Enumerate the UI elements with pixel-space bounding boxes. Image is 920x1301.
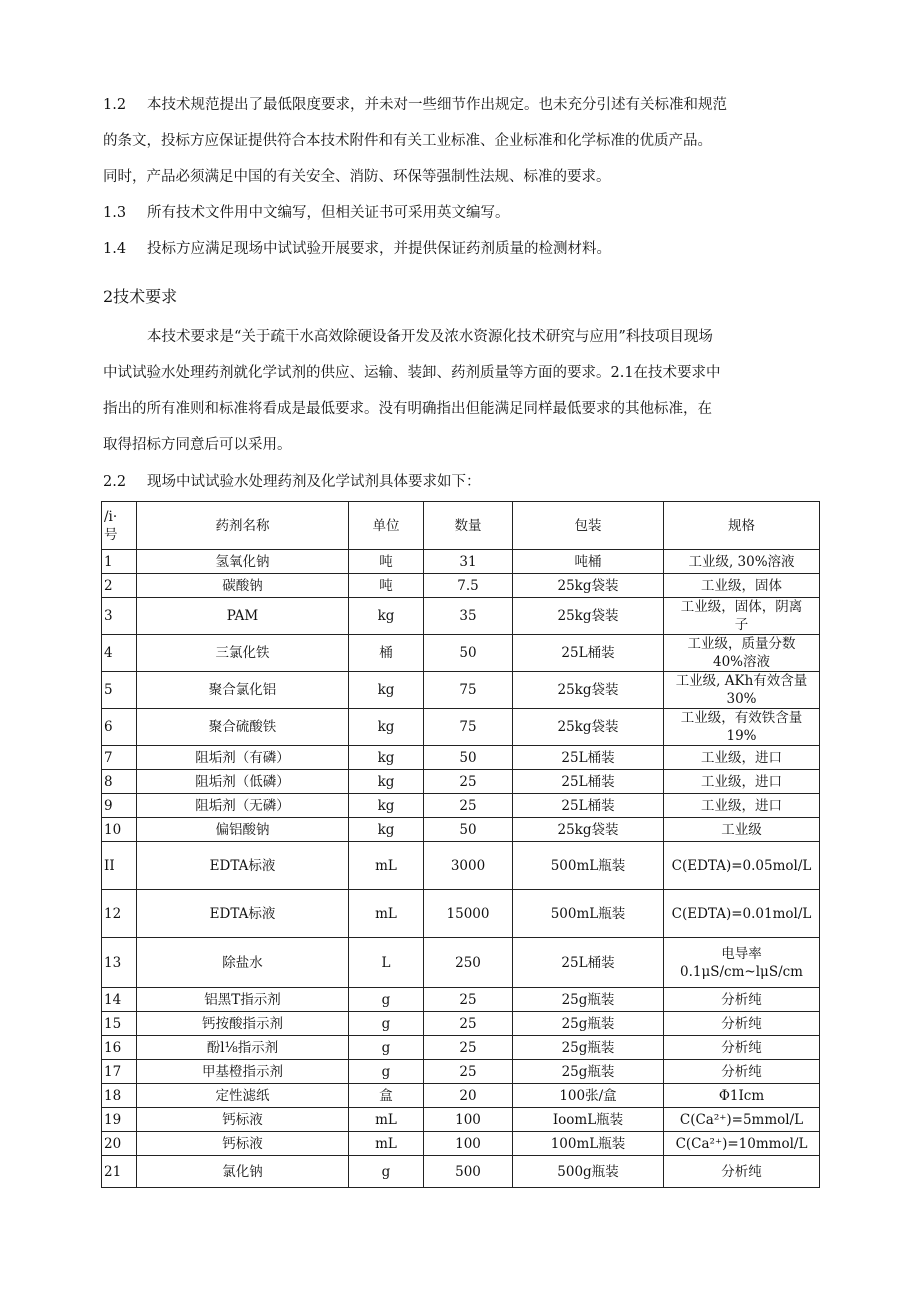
table-cell: PAM bbox=[137, 598, 349, 635]
table-cell: g bbox=[349, 1012, 424, 1036]
table-cell: 25 bbox=[424, 1036, 513, 1060]
table-cell: 3 bbox=[102, 598, 137, 635]
table-cell: 75 bbox=[424, 672, 513, 709]
table-cell: 2 bbox=[102, 574, 137, 598]
table-cell: 20 bbox=[424, 1084, 513, 1108]
table-cell: 100张/盒 bbox=[513, 1084, 664, 1108]
table-cell: C(EDTA)=0.05mol/L bbox=[664, 842, 820, 890]
reagent-requirements-table bbox=[101, 501, 820, 1188]
table-header-cell: 数量 bbox=[424, 502, 513, 550]
table-cell: 8 bbox=[102, 770, 137, 794]
table-cell: kg bbox=[349, 672, 424, 709]
table-cell: 阻垢剂（低磷） bbox=[137, 770, 349, 794]
table-cell: 7.5 bbox=[424, 574, 513, 598]
table-cell: 21 bbox=[102, 1156, 137, 1188]
table-cell: 甲基橙指示剂 bbox=[137, 1060, 349, 1084]
table-cell: kg bbox=[349, 746, 424, 770]
table-cell: 19 bbox=[102, 1108, 137, 1132]
paragraph-text: 本技术规范提出了最低限度要求，并未对一些细节作出规定。也未充分引述有关标准和规范 bbox=[147, 97, 727, 113]
table-cell: 25kg袋装 bbox=[513, 818, 664, 842]
table-cell: 14 bbox=[102, 988, 137, 1012]
table-cell: 氯化钠 bbox=[137, 1156, 349, 1188]
table-cell: 25g瓶装 bbox=[513, 1036, 664, 1060]
table-cell: 16 bbox=[102, 1036, 137, 1060]
table-header-cell: 单位 bbox=[349, 502, 424, 550]
table-cell: 聚合硫酸铁 bbox=[137, 709, 349, 746]
table-cell: 25L桶装 bbox=[513, 635, 664, 672]
table-cell: mL bbox=[349, 1108, 424, 1132]
table-cell: 25L桶装 bbox=[513, 746, 664, 770]
paragraph-2-line-2: 中试试验水处理药剂就化学试剂的供应、运输、装卸、药剂质量等方面的要求。2.1在技术要求中 bbox=[103, 365, 721, 381]
table-cell: 三氯化铁 bbox=[137, 635, 349, 672]
paragraph-1-2-line-1 bbox=[103, 93, 820, 117]
table-cell: 100mL瓶装 bbox=[513, 1132, 664, 1156]
table-cell: 10 bbox=[102, 818, 137, 842]
paragraph-1-2-line-3: 同时，产品必须满足中国的有关安全、消防、环保等强制性法规、标准的要求。 bbox=[103, 169, 611, 185]
table-cell: 31 bbox=[424, 550, 513, 574]
table-cell: 25L桶装 bbox=[513, 794, 664, 818]
table-cell: 阻垢剂（无磷） bbox=[137, 794, 349, 818]
section-number: 1.3 bbox=[103, 205, 127, 221]
table-cell: 分析纯 bbox=[664, 1060, 820, 1084]
table-cell: 50 bbox=[424, 818, 513, 842]
table-cell: 工业级 bbox=[664, 818, 820, 842]
table-header-cell: 药剂名称 bbox=[137, 502, 349, 550]
table-row bbox=[102, 770, 820, 794]
section-number: 1.2 bbox=[103, 97, 127, 113]
table-cell: 25kg袋装 bbox=[513, 672, 664, 709]
table-row bbox=[102, 672, 820, 709]
table-cell: g bbox=[349, 988, 424, 1012]
table-row bbox=[102, 1084, 820, 1108]
table-cell: 吨 bbox=[349, 574, 424, 598]
table-cell: 25kg袋装 bbox=[513, 709, 664, 746]
table-cell: 钙按酸指示剂 bbox=[137, 1012, 349, 1036]
table-cell: 25g瓶装 bbox=[513, 1060, 664, 1084]
table-row bbox=[102, 818, 820, 842]
table-header-cell: 包装 bbox=[513, 502, 664, 550]
table-row bbox=[102, 890, 820, 938]
table-row bbox=[102, 635, 820, 672]
table-cell: 工业级，进口 bbox=[664, 770, 820, 794]
table-cell: 25 bbox=[424, 1012, 513, 1036]
table-cell: L bbox=[349, 938, 424, 988]
table-cell: 9 bbox=[102, 794, 137, 818]
section-heading: 2技术要求 bbox=[103, 287, 178, 306]
table-cell: 氢氧化钠 bbox=[137, 550, 349, 574]
table-header-row bbox=[102, 502, 820, 550]
table-cell: 钙标液 bbox=[137, 1132, 349, 1156]
table-cell: 100 bbox=[424, 1108, 513, 1132]
table-cell: 定性滤纸 bbox=[137, 1084, 349, 1108]
table-row bbox=[102, 550, 820, 574]
paragraph-text: 投标方应满足现场中试试验开展要求，并提供保证药剂质量的检测材料。 bbox=[147, 241, 611, 257]
table-cell: 分析纯 bbox=[664, 1156, 820, 1188]
table-cell: 25L桶装 bbox=[513, 770, 664, 794]
table-cell: 聚合氯化铝 bbox=[137, 672, 349, 709]
table-cell: 25kg袋装 bbox=[513, 598, 664, 635]
table-cell: EDTA标液 bbox=[137, 842, 349, 890]
table-cell: kg bbox=[349, 709, 424, 746]
table-cell: 工业级，进口 bbox=[664, 746, 820, 770]
table-cell: 20 bbox=[102, 1132, 137, 1156]
table-cell: 6 bbox=[102, 709, 137, 746]
table-cell: 分析纯 bbox=[664, 1036, 820, 1060]
table-cell: 碳酸钠 bbox=[137, 574, 349, 598]
table-row bbox=[102, 1012, 820, 1036]
table-cell: 7 bbox=[102, 746, 137, 770]
table-cell: 分析纯 bbox=[664, 988, 820, 1012]
table-cell: 工业级，固体，阴离 子 bbox=[664, 598, 820, 635]
table-cell: 工业级，有效铁含量 19% bbox=[664, 709, 820, 746]
table-row bbox=[102, 842, 820, 890]
table-row bbox=[102, 1036, 820, 1060]
table-cell: 25g瓶装 bbox=[513, 1012, 664, 1036]
table-cell: C(EDTA)=0.01mol/L bbox=[664, 890, 820, 938]
table-cell: 25L桶装 bbox=[513, 938, 664, 988]
table-cell: 75 bbox=[424, 709, 513, 746]
table-cell: 15 bbox=[102, 1012, 137, 1036]
table-cell: 500mL瓶装 bbox=[513, 842, 664, 890]
table-cell: 吨桶 bbox=[513, 550, 664, 574]
table-row bbox=[102, 938, 820, 988]
table-cell: 13 bbox=[102, 938, 137, 988]
table-cell: g bbox=[349, 1156, 424, 1188]
table-cell: 盒 bbox=[349, 1084, 424, 1108]
paragraph-text: 所有技术文件用中文编写，但相关证书可采用英文编写。 bbox=[147, 205, 510, 221]
table-cell: 50 bbox=[424, 635, 513, 672]
paragraph-2-line-4: 取得招标方同意后可以采用。 bbox=[103, 437, 292, 453]
table-cell: 250 bbox=[424, 938, 513, 988]
table-cell: II bbox=[102, 842, 137, 890]
table-cell: mL bbox=[349, 842, 424, 890]
table-cell: 钙标液 bbox=[137, 1108, 349, 1132]
table-cell: 3000 bbox=[424, 842, 513, 890]
table-cell: 25kg袋装 bbox=[513, 574, 664, 598]
paragraph-2-line-3: 指出的所有准则和标准将看成是最低要求。没有明确指出但能满足同样最低要求的其他标准，在 bbox=[103, 401, 712, 417]
table-cell: mL bbox=[349, 890, 424, 938]
table-cell: 酚l⅛指示剂 bbox=[137, 1036, 349, 1060]
table-cell: 25g瓶装 bbox=[513, 988, 664, 1012]
table-cell: 阻垢剂（有磷） bbox=[137, 746, 349, 770]
table-cell: C(Ca²⁺)=5mmol/L bbox=[664, 1108, 820, 1132]
table-row bbox=[102, 574, 820, 598]
table-cell: EDTA标液 bbox=[137, 890, 349, 938]
paragraph-1-3 bbox=[103, 201, 820, 225]
table-row bbox=[102, 1132, 820, 1156]
table-cell: 25 bbox=[424, 1060, 513, 1084]
paragraph-2-line-1: 本技术要求是“关于疏干水高效除硬设备开发及浓水资源化技术研究与应用”科技项目现场 bbox=[147, 329, 713, 345]
table-cell: 35 bbox=[424, 598, 513, 635]
table-cell: kg bbox=[349, 598, 424, 635]
table-cell: 桶 bbox=[349, 635, 424, 672]
table-cell: kg bbox=[349, 770, 424, 794]
table-cell: 25 bbox=[424, 770, 513, 794]
table-cell: 偏铝酸钠 bbox=[137, 818, 349, 842]
table-cell: mL bbox=[349, 1132, 424, 1156]
table-cell: kg bbox=[349, 818, 424, 842]
table-cell: 工业级，质量分数 40%溶液 bbox=[664, 635, 820, 672]
table-cell: 5 bbox=[102, 672, 137, 709]
table-row bbox=[102, 988, 820, 1012]
table-cell: 25 bbox=[424, 988, 513, 1012]
table-row bbox=[102, 709, 820, 746]
table-row bbox=[102, 598, 820, 635]
paragraph-1-2-line-2: 的条文，投标方应保证提供符合本技术附件和有关工业标准、企业标准和化学标准的优质产品。 bbox=[103, 133, 712, 149]
table-header-cell: 规格 bbox=[664, 502, 820, 550]
table-row bbox=[102, 1156, 820, 1188]
table-cell: Φ1Icm bbox=[664, 1084, 820, 1108]
table-row bbox=[102, 1060, 820, 1084]
table-cell: 500 bbox=[424, 1156, 513, 1188]
table-cell: 工业级，进口 bbox=[664, 794, 820, 818]
table-cell: 铝黑T指示剂 bbox=[137, 988, 349, 1012]
table-cell: 除盐水 bbox=[137, 938, 349, 988]
paragraph-1-4 bbox=[103, 237, 820, 261]
table-cell: C(Ca²⁺)=10mmol/L bbox=[664, 1132, 820, 1156]
table-cell: 50 bbox=[424, 746, 513, 770]
table-row bbox=[102, 746, 820, 770]
table-header-cell: /i· 号 bbox=[102, 502, 137, 550]
table-cell: g bbox=[349, 1060, 424, 1084]
table-cell: 100 bbox=[424, 1132, 513, 1156]
table-row bbox=[102, 1108, 820, 1132]
paragraph-text: 现场中试试验水处理药剂及化学试剂具体要求如下： bbox=[147, 474, 481, 490]
table-cell: 吨 bbox=[349, 550, 424, 574]
table-cell: 4 bbox=[102, 635, 137, 672]
table-cell: 工业级，固体 bbox=[664, 574, 820, 598]
table-cell: 1 bbox=[102, 550, 137, 574]
table-cell: 工业级, AKh有效含量 30% bbox=[664, 672, 820, 709]
table-cell: 工业级, 30%溶液 bbox=[664, 550, 820, 574]
table-cell: IoomL瓶装 bbox=[513, 1108, 664, 1132]
paragraph-2-2 bbox=[103, 470, 820, 494]
table-cell: g bbox=[349, 1036, 424, 1060]
section-number: 2.2 bbox=[103, 474, 127, 490]
table-row bbox=[102, 794, 820, 818]
table-cell: 分析纯 bbox=[664, 1012, 820, 1036]
table-cell: 17 bbox=[102, 1060, 137, 1084]
table-cell: kg bbox=[349, 794, 424, 818]
table-cell: 15000 bbox=[424, 890, 513, 938]
table-cell: 18 bbox=[102, 1084, 137, 1108]
table-cell: 25 bbox=[424, 794, 513, 818]
table-cell: 电导率 0.1μS/cm~lμS/cm bbox=[664, 938, 820, 988]
section-number: 1.4 bbox=[103, 241, 127, 257]
table-cell: 500g瓶装 bbox=[513, 1156, 664, 1188]
table-cell: 12 bbox=[102, 890, 137, 938]
table-cell: 500mL瓶装 bbox=[513, 890, 664, 938]
